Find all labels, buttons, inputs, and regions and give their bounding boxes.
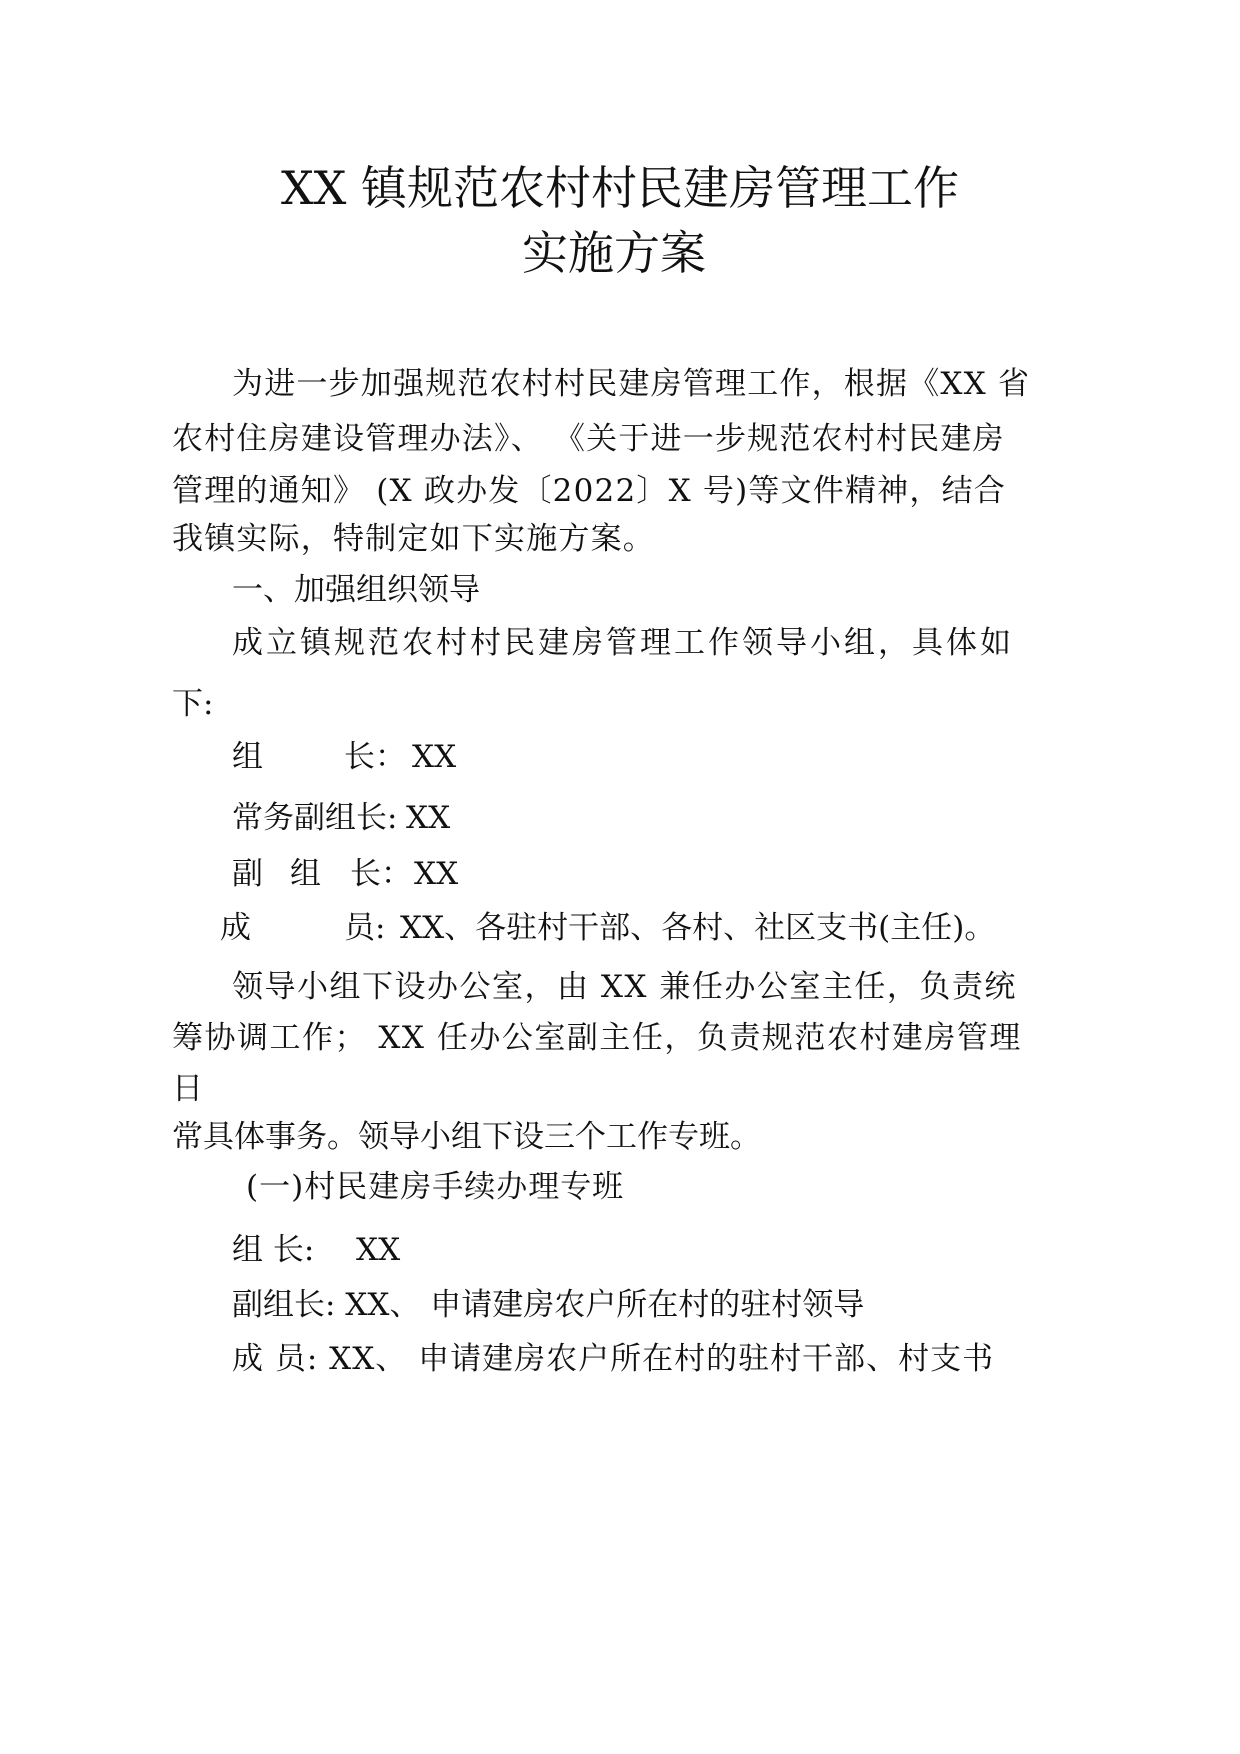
deputy-value: XX — [414, 856, 459, 892]
document-title-line-1: XX 镇规范农村村民建房管理工作 — [280, 161, 960, 215]
exec-deputy-label: 常务副组长: — [232, 800, 398, 836]
group-intro-line-2: 下: — [172, 686, 214, 722]
team-leader-label: 组 长: — [232, 1232, 315, 1268]
office-line-3: 日 — [172, 1071, 203, 1107]
team-leader-row — [0, 1229, 1240, 1271]
team-members-line: 成 员: XX、 申请建房农户所在村的驻村干部、村支书 — [232, 1341, 995, 1377]
office-line-2: 筹协调工作； XX 任办公室副主任，负责规范农村建房管理 — [172, 1020, 1022, 1056]
intro-line-2: 农村住房建设管理办法》、 《关于进一步规范农村村民建房 — [172, 421, 1005, 457]
exec-deputy-value: XX — [406, 800, 451, 836]
section-heading: 一、加强组织领导 — [232, 572, 480, 608]
leader-row — [0, 736, 1240, 778]
team-deputy-line: 副组长: XX、 申请建房农户所在村的驻村领导 — [232, 1287, 865, 1323]
leader-value: XX — [412, 739, 457, 775]
team-heading: (一)村民建房手续办理专班 — [246, 1169, 625, 1205]
document-title-line-2: 实施方案 — [522, 226, 706, 280]
leader-label: 组 — [232, 739, 263, 775]
deputy-label-part-2: 组 — [290, 856, 321, 892]
members-row — [0, 907, 1240, 949]
intro-line-3: 管理的通知》 (X 政办发〔2022〕X 号)等文件精神，结合 — [172, 473, 1006, 509]
intro-line-1: 为进一步加强规范农村村民建房管理工作，根据《XX 省 — [232, 366, 1031, 402]
deputy-label-part-3: 长： — [350, 856, 412, 892]
intro-line-4: 我镇实际，特制定如下实施方案。 — [172, 521, 655, 557]
group-intro-line-1: 成立镇规范农村村民建房管理工作领导小组，具体如 — [232, 625, 1014, 661]
leader-label-end: 长： — [344, 739, 406, 775]
members-label: 成 — [220, 910, 251, 946]
members-value: XX、各驻村干部、各村、社区支书(主任)。 — [400, 910, 996, 946]
team-leader-value: XX — [356, 1232, 401, 1268]
office-line-1: 领导小组下设办公室，由 XX 兼任办公室主任，负责统 — [232, 969, 1017, 1005]
deputy-row — [0, 853, 1240, 895]
deputy-label-part-1: 副 — [232, 856, 263, 892]
office-line-4: 常具体事务。领导小组下设三个工作专班。 — [172, 1119, 761, 1155]
members-label-end: 员: — [344, 910, 386, 946]
exec-deputy-row — [0, 797, 1240, 839]
